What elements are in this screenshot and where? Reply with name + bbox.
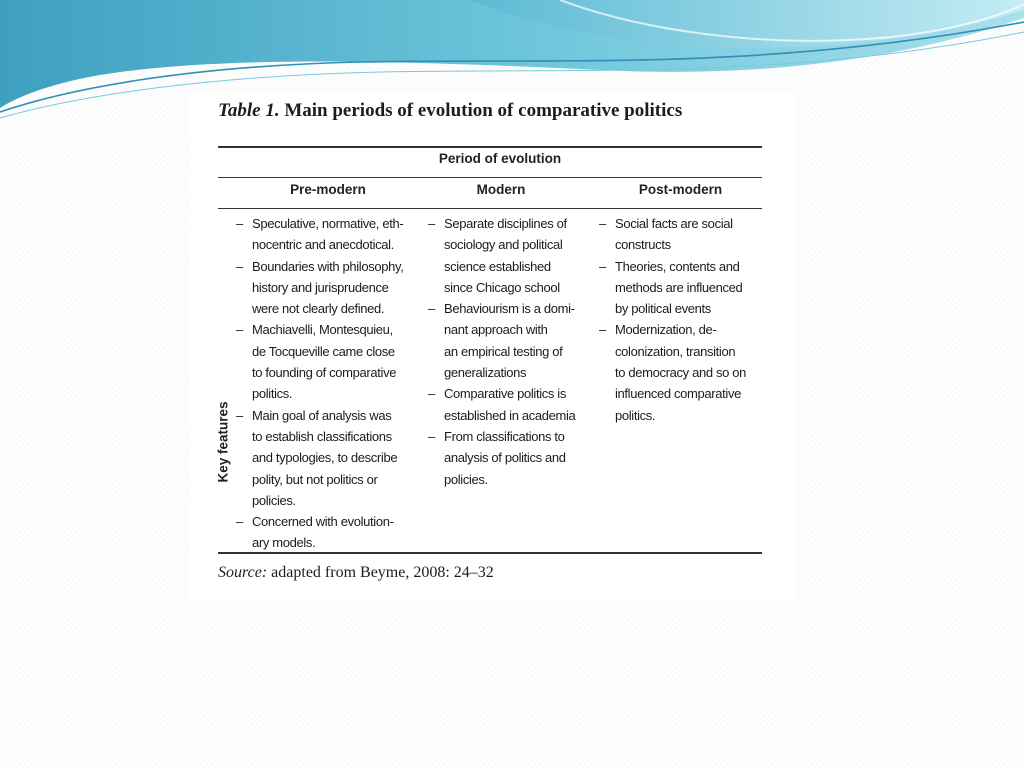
list-item-text: Comparative politics is established in academia — [444, 386, 576, 423]
bullet-dash: – — [599, 322, 606, 338]
bullet-dash: – — [428, 216, 435, 231]
bullet-dash: – — [236, 322, 243, 338]
list-item — [236, 256, 426, 320]
bullet-dash: – — [599, 258, 606, 274]
group-header: Period of evolution — [438, 151, 562, 166]
table-rule-top — [218, 146, 762, 148]
list-item — [599, 319, 764, 425]
list-item — [236, 511, 426, 554]
list-item — [428, 426, 588, 490]
col-header-pre-modern: Pre-modern — [290, 182, 366, 197]
table-rule-group — [218, 177, 762, 178]
table-rule-bottom — [218, 552, 762, 554]
list-item-text: Concerned with evolution- ary models. — [252, 514, 394, 551]
list-item — [428, 213, 588, 298]
table-caption-label: Table 1. — [218, 100, 280, 121]
column-pre-modern — [236, 213, 426, 554]
list-item — [236, 405, 426, 511]
bullet-dash: – — [236, 514, 243, 530]
source-label: Source: — [218, 564, 268, 581]
bullet-dash: – — [428, 301, 435, 317]
list-item-text: Machiavelli, Montesquieu, de Tocqueville came close to founding of comparative politics. — [252, 322, 397, 402]
col-header-modern: Modern — [476, 182, 526, 197]
column-post-modern — [599, 213, 764, 426]
source-text: adapted from Beyme, 2008: 24–32 — [267, 564, 494, 581]
list-item-text: Speculative, normative, eth- nocentric and anecdotical. — [252, 216, 404, 253]
comparative-politics-table — [190, 92, 795, 600]
list-item — [428, 298, 588, 383]
column-modern — [428, 213, 588, 490]
bullet-dash: – — [428, 386, 435, 402]
bullet-dash: – — [236, 258, 243, 274]
table-caption-text: Main periods of evolution of comparative politics — [279, 100, 683, 121]
list-item-text: Separate disciplines of sociology and political science established since Chicago school — [444, 216, 567, 295]
col-header-post-modern: Post-modern — [638, 182, 723, 197]
list-item-text: Modernization, de- colonization, transition to democracy and so on influenced comparative politics. — [615, 322, 747, 423]
bullet-dash: – — [599, 216, 606, 231]
bullet-dash: – — [236, 216, 243, 231]
table-source — [218, 564, 494, 582]
table-rule-header — [218, 208, 762, 209]
row-label-key-features: Key features — [215, 401, 231, 483]
list-item — [599, 213, 764, 256]
list-item-text: Main goal of analysis was to establish classifications and typologies, to describe polity, but not politics or policies. — [252, 407, 398, 508]
table-caption — [218, 100, 778, 122]
list-item-text: Theories, contents and methods are influenced by political events — [615, 258, 743, 317]
list-item-text: Social facts are social constructs — [615, 216, 733, 253]
list-item-text: Behaviourism is a domi- nant approach with an empirical testing of generalizations — [444, 301, 575, 381]
list-item-text: From classifications to analysis of politics and policies. — [444, 428, 566, 487]
list-item — [599, 256, 764, 320]
list-item — [236, 319, 426, 404]
bullet-dash: – — [236, 407, 243, 423]
bullet-dash: – — [428, 428, 435, 444]
list-item — [236, 213, 426, 256]
list-item-text: Boundaries with philosophy, history and jurisprudence were not clearly defined. — [252, 258, 404, 317]
list-item — [428, 383, 588, 426]
